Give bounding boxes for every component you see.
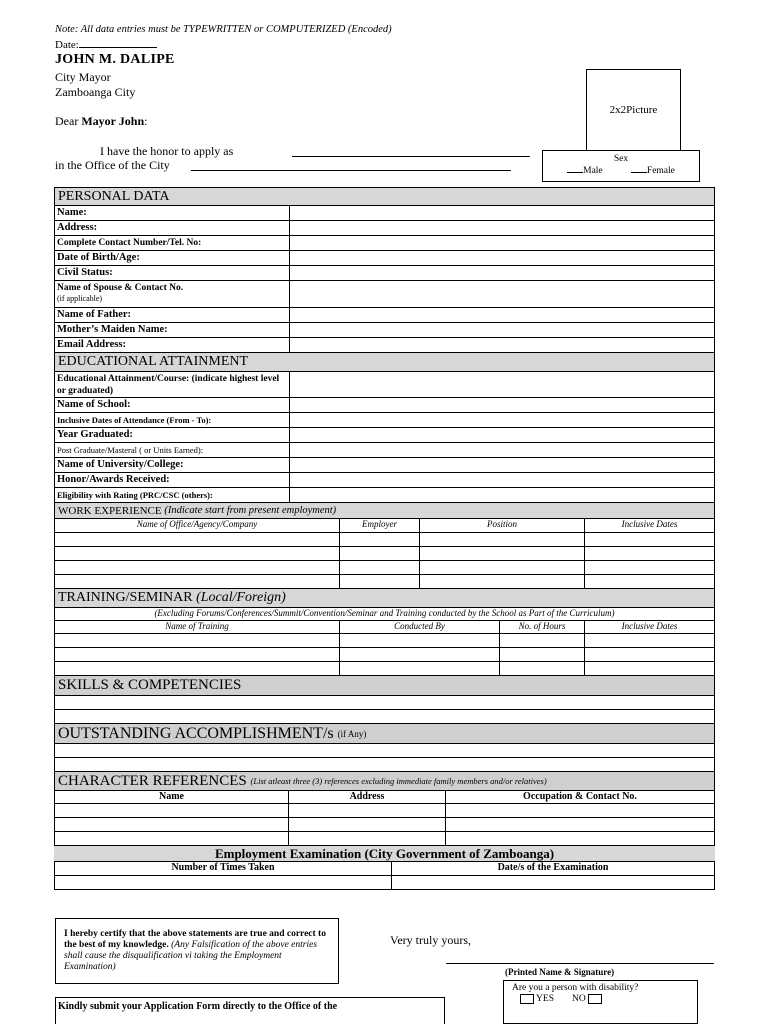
- table-row[interactable]: [54, 634, 715, 648]
- salutation-prefix: Dear: [55, 114, 82, 128]
- disability-question: Are you a person with disability?: [512, 983, 639, 993]
- encoding-note: Note: All data entries must be TYPEWRITTEN or COMPUTERIZED (Encoded): [55, 24, 392, 35]
- table-header-row: [54, 621, 715, 634]
- form-row[interactable]: [54, 251, 715, 266]
- date-label: Date:: [55, 39, 79, 51]
- disability-yes-option[interactable]: [520, 994, 554, 1004]
- section-title: WORK EXPERIENCE: [58, 504, 162, 517]
- section-accomplishment: [54, 724, 715, 744]
- office-field[interactable]: [191, 158, 511, 171]
- form-row[interactable]: [54, 458, 715, 473]
- field-value[interactable]: [290, 372, 714, 397]
- sex-label: Sex: [613, 154, 629, 164]
- sex-option-female[interactable]: [631, 166, 675, 176]
- application-form: [54, 187, 715, 890]
- field-label: Name of Father:: [55, 308, 290, 322]
- field-value[interactable]: [290, 308, 714, 322]
- table-header-row: [54, 862, 715, 876]
- table-row[interactable]: [54, 561, 715, 575]
- form-row[interactable]: [54, 443, 715, 458]
- field-value[interactable]: [290, 488, 714, 502]
- date-line: [79, 38, 157, 48]
- form-row[interactable]: [54, 338, 715, 353]
- field-value[interactable]: [290, 281, 714, 307]
- field-value[interactable]: [290, 221, 714, 235]
- mayor-city: Zamboanga City: [55, 85, 136, 99]
- column-header: Number of Times Taken: [55, 862, 392, 875]
- salutation: [55, 114, 147, 129]
- field-label: Address:: [55, 221, 290, 235]
- table-row[interactable]: [54, 710, 715, 724]
- column-header: Employer: [340, 519, 420, 532]
- table-row[interactable]: [54, 744, 715, 758]
- field-label: [55, 281, 290, 307]
- section-title: OUTSTANDING ACCOMPLISHMENT/s: [58, 724, 334, 742]
- column-header: Occupation & Contact No.: [523, 791, 637, 802]
- falsification-warning: (Any Falsification of the above entries shall cause the disqualification vi taking the Employment Examination): [64, 940, 318, 972]
- column-header: Name of Training: [55, 621, 340, 633]
- section-education: [54, 353, 715, 372]
- table-row[interactable]: [54, 533, 715, 547]
- submission-note-box: [55, 997, 445, 1024]
- salutation-suffix: :: [144, 114, 148, 128]
- form-row[interactable]: [54, 308, 715, 323]
- picture-box[interactable]: [586, 69, 681, 151]
- section-skills: [54, 676, 715, 696]
- column-header: Address: [289, 791, 446, 803]
- field-label: Email Address:: [55, 338, 290, 352]
- field-label: Year Graduated:: [55, 428, 290, 442]
- form-row[interactable]: [54, 281, 715, 308]
- column-header: Inclusive Dates: [621, 519, 678, 529]
- female-label: Female: [646, 166, 675, 176]
- form-row[interactable]: [54, 372, 715, 398]
- table-row[interactable]: [54, 575, 715, 589]
- sex-option-male[interactable]: [567, 166, 603, 176]
- form-row[interactable]: [54, 221, 715, 236]
- intro-line-2: in the Office of the City: [55, 158, 170, 172]
- certification-statement: I hereby certify that the above statements are true and correct to the best of my knowledge.: [64, 929, 326, 950]
- salutation-name: Mayor John: [81, 114, 145, 128]
- column-header: No. of Hours: [500, 621, 585, 633]
- table-row[interactable]: [54, 832, 715, 846]
- field-label: Date of Birth/Age:: [55, 251, 290, 265]
- disability-box: [503, 980, 698, 1024]
- form-row[interactable]: [54, 413, 715, 428]
- field-label: Name:: [55, 206, 290, 220]
- date-field[interactable]: [55, 38, 157, 51]
- signature-label: (Printed Name & Signature): [505, 967, 615, 977]
- field-label: Inclusive Dates of Attendance (From - To):: [55, 413, 290, 427]
- field-value[interactable]: [290, 266, 714, 280]
- sex-box: [542, 150, 700, 182]
- field-label: Complete Contact Number/Tel. No:: [55, 236, 290, 250]
- section-title: EDUCATIONAL ATTAINMENT: [58, 354, 249, 369]
- table-header-row: [54, 791, 715, 804]
- mayor-title: City Mayor: [55, 70, 111, 84]
- spouse-note: (if applicable): [57, 294, 103, 303]
- table-row[interactable]: [54, 804, 715, 818]
- table-header-row: [54, 519, 715, 533]
- column-header: Date/s of the Examination: [497, 862, 609, 873]
- column-header: Conducted By: [340, 621, 500, 633]
- section-note: (if Any): [337, 728, 367, 739]
- certification-box: [55, 918, 339, 984]
- field-value[interactable]: [290, 443, 714, 457]
- form-row[interactable]: [54, 323, 715, 338]
- section-note: (List atleast three (3) references excluding immediate family members and/or relatives): [250, 776, 547, 786]
- field-value[interactable]: [290, 338, 714, 352]
- field-label: Post Graduate/Masteral ( or Units Earned):: [55, 443, 290, 457]
- closing: Very truly yours,: [390, 933, 471, 947]
- field-value[interactable]: [290, 398, 714, 412]
- field-label: Eligibility with Rating (PRC/CSC (others):: [55, 488, 290, 502]
- field-value[interactable]: [290, 323, 714, 337]
- column-header: Position: [420, 519, 585, 532]
- section-training: [54, 589, 715, 608]
- table-row[interactable]: [54, 876, 715, 890]
- column-header: Inclusive Dates: [621, 621, 678, 631]
- field-label: Civil Status:: [55, 266, 290, 280]
- no-label: NO: [571, 994, 586, 1005]
- form-row[interactable]: [54, 488, 715, 503]
- field-label: Name of University/College:: [55, 458, 290, 472]
- disability-no-option[interactable]: [572, 994, 602, 1004]
- signature-line[interactable]: [446, 963, 714, 964]
- field-value[interactable]: [290, 251, 714, 265]
- section-title: SKILLS & COMPETENCIES: [58, 677, 242, 693]
- form-row[interactable]: [54, 398, 715, 413]
- yes-checkbox[interactable]: [520, 994, 534, 1004]
- section-note: (Local/Foreign): [196, 590, 286, 605]
- male-label: Male: [583, 166, 603, 176]
- field-value[interactable]: [290, 206, 714, 220]
- column-header: Name of Office/Agency/Company: [55, 519, 340, 532]
- no-checkbox[interactable]: [588, 994, 602, 1004]
- column-header: Name: [55, 791, 289, 803]
- spouse-label: Name of Spouse & Contact No.: [57, 283, 184, 293]
- field-value[interactable]: [290, 473, 714, 487]
- field-label: Honor/Awards Received:: [55, 473, 290, 487]
- form-row[interactable]: [54, 473, 715, 488]
- form-row[interactable]: [54, 266, 715, 281]
- form-row[interactable]: [54, 206, 715, 221]
- section-work-experience: [54, 503, 715, 519]
- section-personal-data: [54, 187, 715, 206]
- training-sub-note: (Excluding Forums/Conferences/Summit/Convention/Seminar and Training conducted by the School as Part of the Curriculum): [54, 608, 715, 621]
- table-row[interactable]: [54, 696, 715, 710]
- table-row[interactable]: [54, 662, 715, 676]
- section-title: PERSONAL DATA: [58, 188, 170, 204]
- position-applied-field[interactable]: [292, 144, 530, 157]
- picture-label: 2x2Picture: [609, 104, 658, 116]
- field-value[interactable]: [290, 413, 714, 427]
- form-row[interactable]: [54, 428, 715, 443]
- field-value[interactable]: [290, 428, 714, 442]
- section-note: (Indicate start from present employment): [164, 505, 337, 516]
- section-title: TRAINING/SEMINAR: [58, 590, 193, 605]
- yes-label: YES: [536, 994, 554, 1005]
- form-row[interactable]: [54, 236, 715, 251]
- intro-line-1: I have the honor to apply as: [100, 144, 234, 158]
- field-value[interactable]: [290, 458, 714, 472]
- section-title: Employment Examination (City Government of Zamboanga): [214, 845, 555, 861]
- field-label: Name of School:: [55, 398, 290, 412]
- section-references: [54, 772, 715, 791]
- field-value[interactable]: [290, 236, 714, 250]
- table-row[interactable]: [54, 547, 715, 561]
- table-row[interactable]: [54, 818, 715, 832]
- section-exam: [54, 846, 715, 862]
- section-title: CHARACTER REFERENCES: [58, 772, 247, 789]
- table-row[interactable]: [54, 648, 715, 662]
- field-label: Mother’s Maiden Name:: [55, 323, 290, 337]
- mayor-name: JOHN M. DALIPE: [55, 52, 175, 67]
- field-label: Educational Attainment/Course: (indicate highest level or graduated): [55, 372, 290, 397]
- submission-note: Kindly submit your Application Form directly to the Office of the: [58, 1001, 338, 1012]
- table-row[interactable]: [54, 758, 715, 772]
